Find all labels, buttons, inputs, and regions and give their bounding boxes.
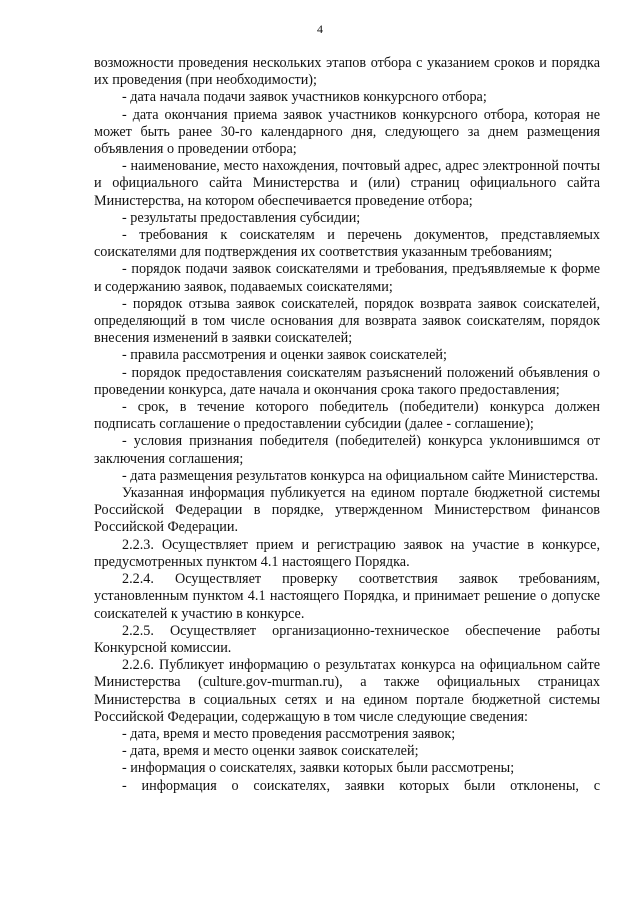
paragraph: - наименование, место нахождения, почтовый адрес, адрес электронной почты и официального сайта Министерства и (или) страниц официального сайта Министерства, на котором обеспечивается проведение отбора; <box>94 158 600 209</box>
paragraph: 2.2.4. Осуществляет проверку соответствия заявок требованиям, установленным пунктом 4.1 настоящего Порядка, и принимает решение о допуске соискателей к участию в конкурсе. <box>94 571 600 622</box>
paragraph: - срок, в течение которого победитель (победители) конкурса должен подписать соглашение о предоставлении субсидии (далее - соглашение); <box>94 399 600 433</box>
paragraph: - дата окончания приема заявок участников конкурсного отбора, которая не может быть ранее 30-го календарного дня, следующего за днем размещения объявления о проведении отбора; <box>94 106 600 158</box>
paragraph: - правила рассмотрения и оценки заявок соискателей; <box>122 347 447 364</box>
paragraph: - порядок предоставления соискателям разъяснений положений объявления о проведении конкурса, дате начала и окончания срока такого предоставления; <box>94 364 600 398</box>
paragraph: - дата размещения результатов конкурса на официальном сайте Министерства. <box>122 467 599 484</box>
paragraph: - дата, время и место оценки заявок соискателей; <box>122 743 419 760</box>
paragraph: - дата, время и место проведения рассмотрения заявок; <box>122 725 456 742</box>
paragraph: 2.2.5. Осуществляет организационно-техническое обеспечение работы Конкурсной комиссии. <box>94 622 600 656</box>
paragraph: - информация о соискателях, заявки которых были рассмотрены; <box>122 760 515 777</box>
page-number: 4 <box>317 22 323 36</box>
paragraph: возможности проведения нескольких этапов отбора с указанием сроков и порядка их проведения (при необходимости); <box>94 55 600 89</box>
paragraph: - условия признания победителя (победителей) конкурса уклонившимся от заключения соглашения; <box>94 433 600 467</box>
document-body <box>94 55 600 795</box>
paragraph: - дата начала подачи заявок участников конкурсного отбора; <box>122 89 487 106</box>
paragraph: 2.2.6. Публикует информацию о результатах конкурса на официальном сайте Министерства (culture.gov-murman.ru), а также официальных страницах Министерства в социальных сетях и на едином портале бюджетной системы Российской Федерации, содержащую в том числе следующие сведения: <box>94 657 600 725</box>
paragraph: - результаты предоставления субсидии; <box>122 209 361 226</box>
paragraph: - требования к соискателям и перечень документов, представляемых соискателями для подтверждения их соответствия указанным требованиям; <box>94 227 600 261</box>
paragraph: - порядок подачи заявок соискателями и требования, предъявляемые к форме и содержанию заявок, подаваемых соискателями; <box>94 261 600 295</box>
paragraph: - информация о соискателях, заявки которых были отклонены, с <box>122 777 600 794</box>
paragraph: - порядок отзыва заявок соискателей, порядок возврата заявок соискателей, определяющий в том числе основания для возврата заявок соискателям, порядок внесения изменений в заявки соискателей; <box>94 295 600 347</box>
paragraph: 2.2.3. Осуществляет прием и регистрацию заявок на участие в конкурсе, предусмотренных пунктом 4.1 настоящего Порядка. <box>94 536 600 570</box>
paragraph: Указанная информация публикуется на едином портале бюджетной системы Российской Федерации в порядке, утвержденном Министерством финансов Российской Федерации. <box>94 485 600 536</box>
